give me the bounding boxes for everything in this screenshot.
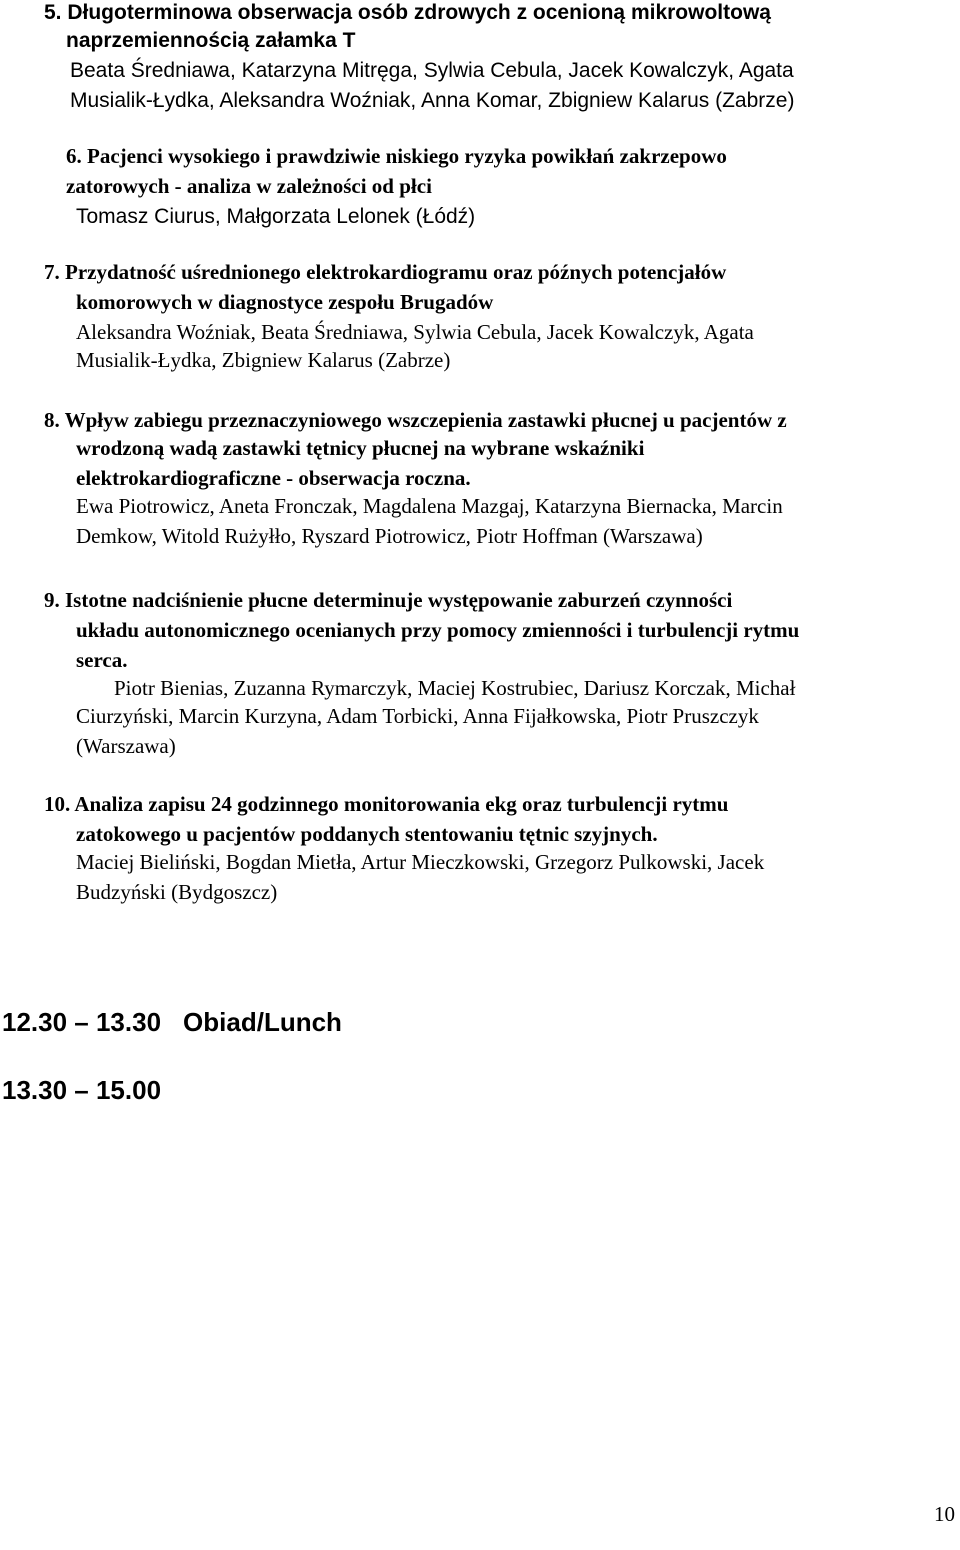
item-8-title-line-2: wrodzoną wadą zastawki tętnicy płucnej na wybrane wskaźniki xyxy=(76,436,645,460)
item-10-title-line-2: zatokowego u pacjentów poddanych stentowaniu tętnic szyjnych. xyxy=(76,822,658,846)
item-7-authors-line-2: Musialik-Łydka, Zbigniew Kalarus (Zabrze) xyxy=(76,348,451,372)
schedule-lunch-label: Obiad/Lunch xyxy=(183,1007,342,1037)
item-8-title-line-3: elektrokardiograficzne - obserwacja roczna. xyxy=(76,466,471,490)
item-6-title-line-1: 6. Pacjenci wysokiego i prawdziwie niskiego ryzyka powikłań zakrzepowo xyxy=(66,144,727,168)
item-5-title-line-1: 5. Długoterminowa obserwacja osób zdrowych z ocenioną mikrowoltową xyxy=(44,1,771,24)
schedule-lunch xyxy=(2,1006,342,1038)
schedule-lunch-time: 12.30 – 13.30 xyxy=(2,1007,162,1037)
item-8-title-line-1: 8. Wpływ zabiegu przeznaczyniowego wszczepienia zastawki płucnej u pacjentów z xyxy=(44,408,787,432)
item-10-authors-line-1: Maciej Bieliński, Bogdan Mietła, Artur Mieczkowski, Grzegorz Pulkowski, Jacek xyxy=(76,850,765,874)
schedule-afternoon xyxy=(2,1074,161,1106)
item-8-authors-line-2: Demkow, Witold Rużyłło, Ryszard Piotrowicz, Piotr Hoffman (Warszawa) xyxy=(76,524,703,548)
item-5-authors-line-2: Musialik-Łydka, Aleksandra Woźniak, Anna Komar, Zbigniew Kalarus (Zabrze) xyxy=(70,89,795,112)
item-9-title-line-2: układu autonomicznego ocenianych przy pomocy zmienności i turbulencji rytmu xyxy=(76,618,800,642)
item-5-authors-line-1: Beata Średniawa, Katarzyna Mitręga, Sylwia Cebula, Jacek Kowalczyk, Agata xyxy=(70,59,794,82)
page-number: 10 xyxy=(934,1502,955,1526)
item-9-authors-line-2: Ciurzyński, Marcin Kurzyna, Adam Torbicki, Anna Fijałkowska, Piotr Pruszczyk xyxy=(76,704,759,728)
item-10-authors-line-2: Budzyński (Bydgoszcz) xyxy=(76,880,278,904)
item-8-authors-line-1: Ewa Piotrowicz, Aneta Fronczak, Magdalena Mazgaj, Katarzyna Biernacka, Marcin xyxy=(76,494,783,518)
item-5-title-line-2: naprzemiennością załamka T xyxy=(66,29,356,52)
item-9-authors-line-3: (Warszawa) xyxy=(76,734,176,758)
item-6-title-line-2: zatorowych - analiza w zależności od płci xyxy=(66,174,432,198)
item-9-title-line-3: serca. xyxy=(76,648,128,672)
item-9-authors-line-1: Piotr Bienias, Zuzanna Rymarczyk, Maciej Kostrubiec, Dariusz Korczak, Michał xyxy=(114,676,796,700)
item-9-title-line-1: 9. Istotne nadciśnienie płucne determinuje występowanie zaburzeń czynności xyxy=(44,588,733,612)
item-6-authors-line-1: Tomasz Ciurus, Małgorzata Lelonek (Łódź) xyxy=(76,205,476,228)
item-7-authors-line-1: Aleksandra Woźniak, Beata Średniawa, Sylwia Cebula, Jacek Kowalczyk, Agata xyxy=(76,320,754,344)
schedule-afternoon-time: 13.30 – 15.00 xyxy=(2,1075,162,1105)
item-7-title-line-2: komorowych w diagnostyce zespołu Brugadów xyxy=(76,290,494,314)
item-10-title-line-1: 10. Analiza zapisu 24 godzinnego monitorowania ekg oraz turbulencji rytmu xyxy=(44,792,729,816)
item-7-title-line-1: 7. Przydatność uśrednionego elektrokardiogramu oraz późnych potencjałów xyxy=(44,260,727,284)
